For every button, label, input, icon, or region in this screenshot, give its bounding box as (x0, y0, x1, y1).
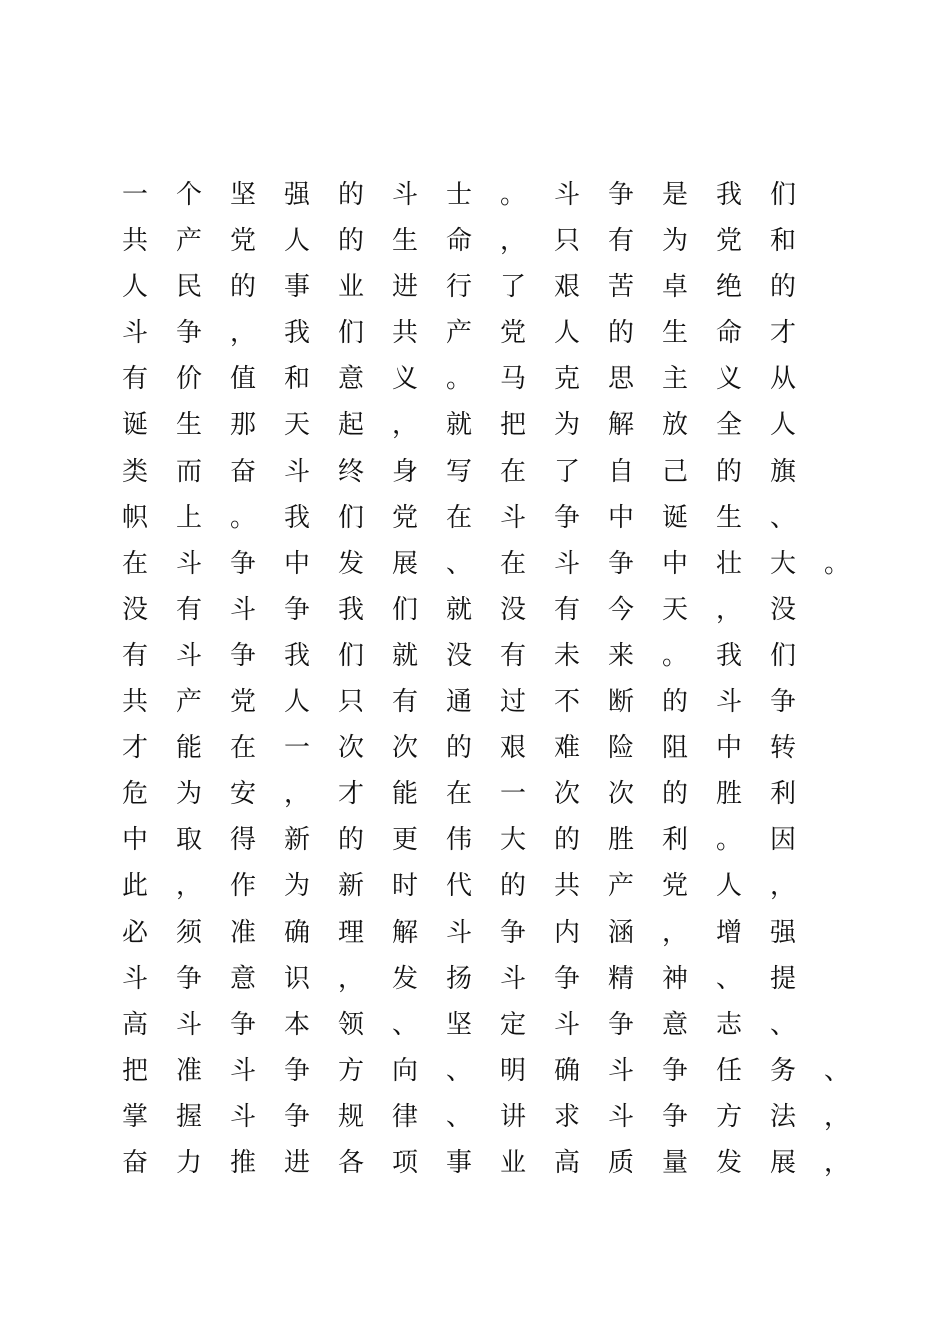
text-line-4: 斗争，我们共产党人的生命才 (122, 318, 825, 349)
text-line-16: 此，作为新时代的共产党人， (122, 871, 825, 902)
text-line-8: 帜上。我们党在斗争中诞生、 (122, 502, 825, 533)
text-line-17: 必须准确理解斗争内涵，增强 (122, 917, 825, 948)
text-line-7: 类而奋斗终身写在了自己的旗 (122, 456, 825, 487)
text-line-10: 没有斗争我们就没有今天，没 (122, 594, 825, 625)
text-line-15: 中取得新的更伟大的胜利。因 (122, 825, 825, 856)
text-line-13: 才能在一次次的艰难险阻中转 (122, 733, 825, 764)
text-line-20: 把准斗争方向、明确斗争任务、 (122, 1055, 879, 1086)
text-line-18: 斗争意识，发扬斗争精神、提 (122, 963, 825, 994)
text-line-6: 诞生那天起，就把为解放全人 (122, 410, 825, 441)
text-line-1: 一个坚强的斗士。斗争是我们 (122, 180, 825, 210)
text-line-2: 共产党人的生命，只有为党和 (122, 226, 825, 257)
text-line-3: 人民的事业进行了艰苦卓绝的 (122, 272, 825, 303)
text-line-12: 共产党人只有通过不断的斗争 (122, 687, 825, 718)
text-line-14: 危为安，才能在一次次的胜利 (122, 779, 825, 810)
text-line-19: 高斗争本领、坚定斗争意志、 (122, 1009, 825, 1040)
text-line-21: 掌握斗争规律、讲求斗争方法， (122, 1101, 879, 1132)
text-line-5: 有价值和意义。马克思主义从 (122, 364, 825, 395)
body-text (122, 172, 879, 1186)
text-line-9: 在斗争中发展、在斗争中壮大。 (122, 548, 879, 579)
text-line-11: 有斗争我们就没有未来。我们 (122, 640, 825, 671)
text-line-22: 奋力推进各项事业高质量发展， (122, 1147, 879, 1178)
